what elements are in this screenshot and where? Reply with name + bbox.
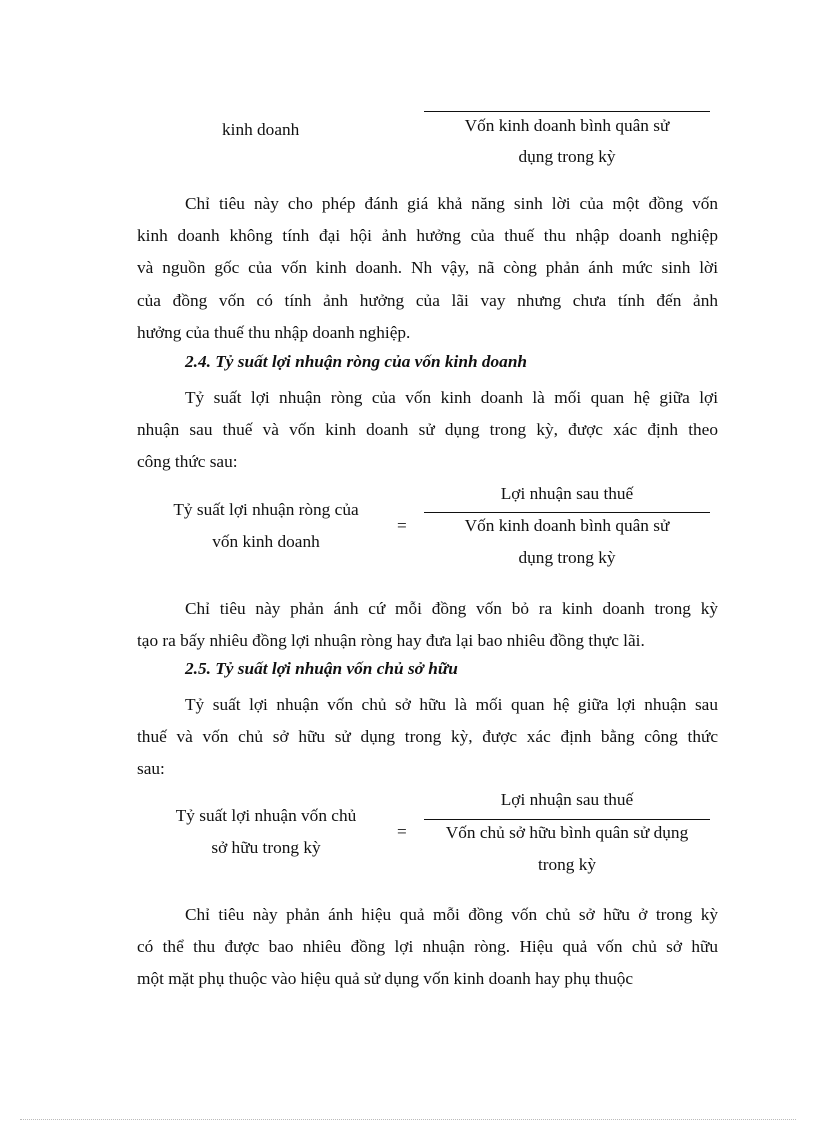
paragraph-2-line: công thức sau:	[137, 452, 238, 472]
paragraph-1-line: Chỉ tiêu này cho phép đánh giá khả năng sinh lời của một đồng vốn	[185, 194, 718, 213]
fraction-line-top	[424, 111, 710, 112]
paragraph-1-line: và nguồn gốc của vốn kinh doanh. Nh vậy, nã còng phản ánh mức sinh lời	[137, 258, 718, 278]
paragraph-5	[137, 899, 718, 996]
formula-top-denominator-line1: Vốn kinh doanh bình quân sử	[464, 116, 670, 135]
formula-2-5-numerator: Lợi nhuận sau thuế	[500, 790, 634, 809]
section-heading-2-4: 2.4. Tỷ suất lợi nhuận ròng của vốn kinh doanh	[185, 352, 528, 371]
formula-2-5-equals-sign: =	[397, 822, 407, 841]
paragraph-5-line: một mặt phụ thuộc vào hiệu quả sử dụng vốn kinh doanh hay phụ thuộc	[137, 969, 634, 989]
paragraph-4-line: sau:	[137, 759, 165, 779]
paragraph-5-line: Chỉ tiêu này phản ánh hiệu quả mỗi đồng vốn chủ sở hữu ở trong kỳ	[185, 905, 718, 924]
formula-2-5-left-line2: sở hữu trong kỳ	[211, 838, 321, 857]
formula-top-left-label: kinh doanh	[222, 120, 300, 139]
formula-2-4-denominator-line2: dụng trong kỳ	[518, 548, 616, 567]
paragraph-3-line: Chỉ tiêu này phản ánh cứ mỗi đồng vốn bỏ ra kinh doanh trong kỳ	[185, 599, 718, 618]
fraction-line-2-4	[424, 512, 710, 513]
formula-2-4-left-line1: Tỷ suất lợi nhuận ròng của	[173, 500, 359, 519]
paragraph-2-line: nhuận sau thuế và vốn kinh doanh sử dụng trong kỳ, được xác định theo	[137, 420, 718, 440]
paragraph-4	[137, 689, 718, 786]
paragraph-3-line: tạo ra bấy nhiêu đồng lợi nhuận ròng hay đưa lại bao nhiêu đồng thực lãi.	[137, 631, 645, 651]
page-bottom-border	[20, 1119, 796, 1120]
paragraph-2-line: Tỷ suất lợi nhuận ròng của vốn kinh doanh là mối quan hệ giữa lợi	[185, 388, 718, 407]
formula-2-5-denominator-line2: trong kỳ	[537, 855, 597, 874]
paragraph-4-line: Tỷ suất lợi nhuận vốn chủ sở hữu là mối quan hệ giữa lợi nhuận sau	[185, 695, 718, 714]
paragraph-1-line: của đồng vốn có tính ảnh hưởng của lãi vay nhưng chưa tính đến ảnh	[137, 290, 718, 310]
paragraph-1	[137, 188, 718, 349]
formula-2-4-left-line2: vốn kinh doanh	[212, 532, 320, 551]
paragraph-1-line: hưởng của thuế thu nhập doanh nghiệp.	[137, 322, 411, 342]
formula-2-5-left-line1: Tỷ suất lợi nhuận vốn chủ	[175, 806, 357, 825]
paragraph-5-line: có thể thu được bao nhiêu đồng lợi nhuận ròng. Hiệu quả vốn chủ sở hữu	[137, 937, 718, 957]
formula-2-4-equals-sign: =	[397, 516, 407, 535]
paragraph-2	[137, 382, 718, 479]
paragraph-4-line: thuế và vốn chủ sở hữu sử dụng trong kỳ, được xác định bằng công thức	[137, 727, 718, 747]
paragraph-1-line: kinh doanh không tính đại hội ảnh hưởng của thuế thu nhập doanh nghiệp	[137, 226, 718, 246]
formula-top-denominator-line2: dụng trong kỳ	[518, 147, 616, 166]
formula-2-5-denominator-line1: Vốn chủ sở hữu bình quân sử dụng	[445, 823, 689, 842]
formula-2-4-denominator-line1: Vốn kinh doanh bình quân sử	[464, 516, 670, 535]
formula-2-4-numerator: Lợi nhuận sau thuế	[500, 484, 634, 503]
paragraph-3	[137, 593, 718, 657]
section-heading-2-5: 2.5. Tỷ suất lợi nhuận vốn chủ sở hữu	[185, 659, 458, 678]
fraction-line-2-5	[424, 819, 710, 820]
